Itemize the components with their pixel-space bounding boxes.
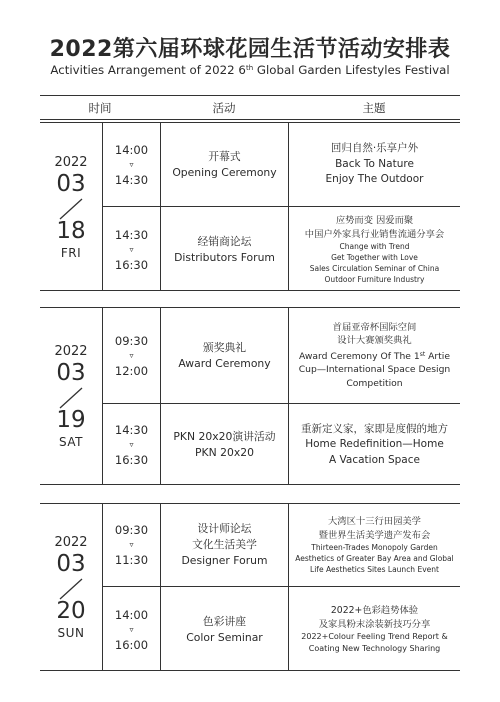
header-theme: 主题 [362, 100, 386, 115]
date-cell [40, 504, 102, 670]
header-activity: 活动 [212, 100, 236, 115]
time-cell: 14:30 ▿ 16:30 [114, 227, 149, 272]
activity-cell: PKN 20x20演讲活动 PKN 20x20 [173, 430, 276, 459]
date-month: 03 [56, 360, 86, 386]
date-month: 03 [56, 551, 86, 577]
page-title: 2022第六届环球花园生活节活动安排表 [49, 37, 451, 62]
date-day: 18 [56, 218, 86, 244]
theme-cell: 大湾区十三行田园美学 暨世界生活美学遗产发布会 Thirteen-Trades Monopoly Garden Aesthetics of Greater Bay Area and Global Life Aesthetics Sites Launch Event [295, 516, 454, 574]
date-weekday: SUN [57, 626, 85, 640]
page-subtitle: Activities Arrangement of 2022 6th Global Garden Lifestyles Festival [50, 63, 450, 77]
theme-cell: 应势而变 因爱而聚 中国户外家具行业销售流通分享会 Change with Trend Get Together with Love Sales Circulation Seminar of China Outdoor Furniture Industry [304, 215, 445, 284]
activity-cell: 色彩讲座 Color Seminar [186, 614, 263, 644]
date-weekday: FRI [60, 246, 82, 260]
theme-cell: 首届亚帝杯国际空间 设计大赛颁奖典礼 Award Ceremony Of The 1st Artie Cup—International Space Design Competition [298, 321, 451, 389]
time-cell: 14:00 ▿ 16:00 [114, 607, 149, 652]
theme-cell: 重新定义家，家即是度假的地方 Home Redefinition—Home A Vacation Space [301, 422, 448, 466]
activity-cell: 设计师论坛 文化生活美学 Designer Forum [181, 522, 268, 567]
time-cell: 09:30 ▿ 11:30 [114, 523, 149, 567]
date-cell [40, 308, 102, 484]
theme-cell: 2022+色彩趋势体验 及家具粉末涂装新技巧分享 2022+Colour Feeling Trend Report & Coating New Technology Sharing [301, 605, 448, 653]
date-day: 19 [56, 407, 86, 433]
activity-cell: 经销商论坛 Distributors Forum [174, 234, 275, 264]
date-year: 2022 [54, 535, 88, 550]
time-cell: 14:00 ▿ 14:30 [114, 142, 149, 187]
date-year: 2022 [54, 155, 88, 170]
date-day: 20 [56, 598, 86, 624]
activity-cell: 开幕式 Opening Ceremony [172, 149, 277, 179]
time-cell: 09:30 ▿ 12:00 [114, 333, 149, 378]
date-month: 03 [56, 171, 86, 197]
day-block-19 [40, 307, 460, 485]
day-block-20 [40, 503, 460, 671]
day-block-18 [40, 122, 460, 291]
table-header [40, 95, 460, 120]
theme-cell: 回归自然·乐享户外 Back To Nature Enjoy The Outdoor [325, 142, 424, 186]
activity-cell: 颁奖典礼 Award Ceremony [178, 340, 271, 370]
date-weekday: SAT [59, 435, 83, 449]
header-time: 时间 [88, 100, 112, 115]
date-cell [40, 123, 102, 290]
date-year: 2022 [54, 344, 88, 359]
time-cell: 14:30 ▿ 16:30 [114, 423, 149, 467]
